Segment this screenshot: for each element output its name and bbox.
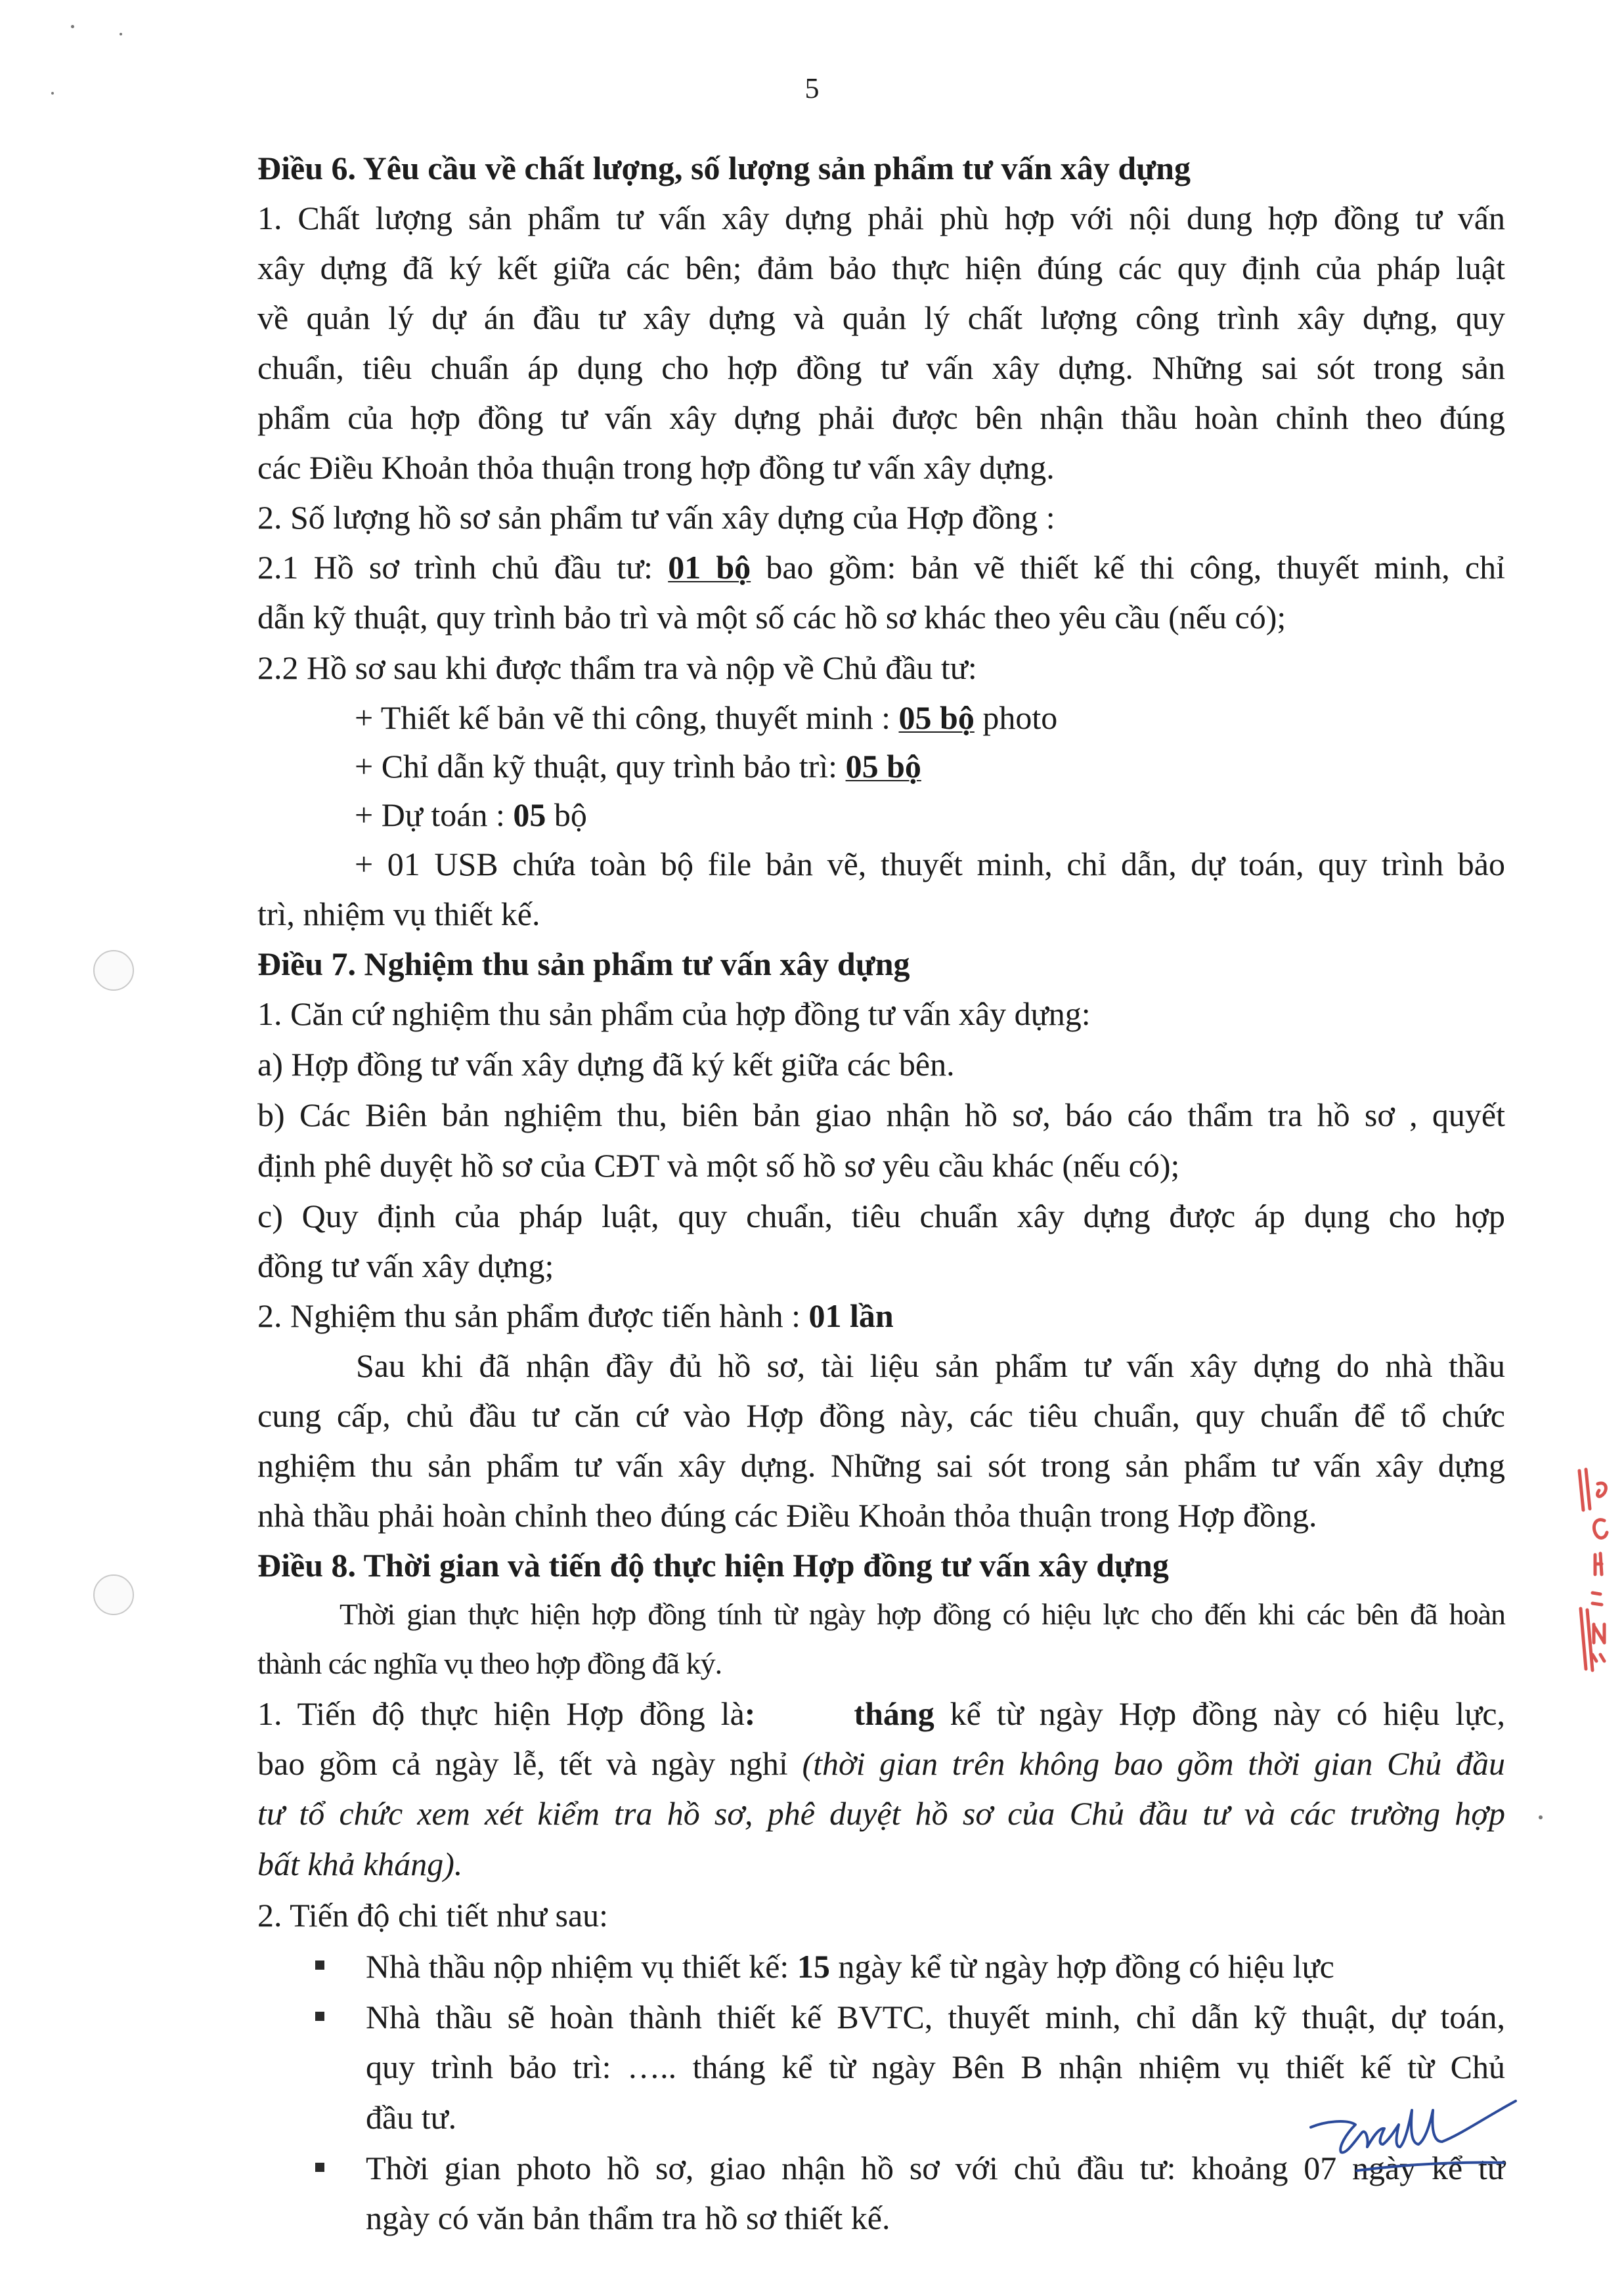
dieu7-item-a: a) Hợp đồng tư vấn xây dựng đã ký kết giữa các bên. [257, 1046, 955, 1083]
text-run: kể từ ngày Hợp đồng này có hiệu lực, [934, 1695, 1505, 1732]
bold-run: 01 bộ [668, 549, 751, 586]
italic-run: (thời gian trên không bao gồm thời gian Chủ đầu [802, 1745, 1505, 1782]
dieu7-paragraph-1: 1. Căn cứ nghiệm thu sản phẩm của hợp đồng tư vấn xây dựng: [257, 995, 1091, 1032]
dieu6-paragraph-2: 2. Số lượng hồ sơ sản phẩm tư vấn xây dựng của Hợp đồng : [257, 499, 1055, 536]
dieu6-list-item [257, 791, 1505, 839]
dieu8-paragraph-1 [257, 1689, 1505, 1739]
bullet-marker [315, 2012, 324, 2021]
text-run: bộ [546, 796, 587, 833]
text-line: thành các nghĩa vụ theo hợp đồng đã ký. [257, 1647, 722, 1680]
text-line: đầu tư. [366, 2099, 457, 2136]
text-line: nhà thầu phải hoàn chỉnh theo đúng các Điều Khoản thỏa thuận trong Hợp đồng. [257, 1497, 1317, 1534]
bold-run: 05 [513, 796, 546, 833]
text-run: ngày kể từ ngày hợp đồng có hiệu lực [829, 1948, 1334, 1985]
page-number: 5 [804, 72, 820, 104]
dieu7-item-c: c) Quy định của pháp luật, quy chuẩn, tiêu chuẩn xây dựng được áp dụng cho hợp [257, 1198, 1505, 1234]
dieu7-paragraph-3 [257, 1341, 1505, 1540]
text-line: các Điều Khoản thỏa thuận trong hợp đồng tư vấn xây dựng. [257, 449, 1055, 486]
bullet-marker [315, 2163, 324, 2172]
text-run: bao gồm: bản vẽ thiết kế thi công, thuyết minh, chỉ [751, 549, 1505, 586]
dieu8-paragraph-2: 2. Tiến độ chi tiết như sau: [257, 1897, 609, 1934]
signature-icon [1307, 2081, 1524, 2173]
text-line: chuẩn, tiêu chuẩn áp dụng cho hợp đồng tư vấn xây dựng. Những sai sót trong sản [257, 349, 1505, 386]
text-line: về quản lý dự án đầu tư xây dựng và quản lý chất lượng công trình xây dựng, quy [257, 299, 1505, 336]
bold-run: 05 bộ [845, 748, 921, 785]
stamp-fragment-icon [1566, 1464, 1619, 1674]
text-line: 1. Chất lượng sản phẩm tư vấn xây dựng phải phù hợp với nội dung hợp đồng tư vấn [257, 200, 1505, 236]
text-run: Nhà thầu nộp nhiệm vụ thiết kế: [366, 1948, 797, 1985]
text-line: nghiệm thu sản phẩm tư vấn xây dựng. Những sai sót trong sản phẩm tư vấn xây dựng [257, 1447, 1505, 1484]
bold-run: 15 [797, 1948, 830, 1985]
bullet-item [257, 1992, 1505, 2042]
content-column [257, 143, 1505, 2243]
scan-speck [71, 25, 74, 28]
text-run: + Thiết kế bản vẽ thi công, thuyết minh : [355, 699, 899, 736]
dieu6-item-2-2: 2.2 Hồ sơ sau khi được thẩm tra và nộp về Chủ đầu tư: [257, 649, 977, 686]
text-run: 1. Tiến độ thực hiện Hợp đồng là [257, 1695, 745, 1732]
text-run: 2.1 Hồ sơ trình chủ đầu tư: [257, 549, 669, 586]
bold-run: : [744, 1695, 756, 1732]
scan-speck [1539, 1815, 1543, 1819]
text-line: Sau khi đã nhận đầy đủ hồ sơ, tài liệu sản phẩm tư vấn xây dựng do nhà thầu [356, 1347, 1505, 1384]
text-line: định phê duyệt hồ sơ của CĐT và một số hồ sơ yêu cầu khác (nếu có); [257, 1147, 1180, 1184]
dieu7-paragraph-2 [257, 1291, 1505, 1341]
text-line: trì, nhiệm vụ thiết kế. [257, 896, 540, 932]
italic-run: tư tổ chức xem xét kiểm tra hồ sơ, phê duyệt hồ sơ của Chủ đầu tư và các trường hợp [257, 1795, 1505, 1832]
text-line [257, 1838, 1505, 1890]
bold-run: tháng [854, 1695, 934, 1732]
text-line [257, 1739, 1505, 1788]
text-line: phẩm của hợp đồng tư vấn xây dựng phải được bên nhận thầu hoàn chỉnh theo đúng [257, 399, 1505, 436]
scan-speck [120, 33, 122, 35]
italic-run: bất khả kháng). [257, 1846, 463, 1882]
bold-run: 05 bộ [898, 699, 975, 736]
punch-hole [93, 950, 134, 991]
text-line: đồng tư vấn xây dựng; [257, 1247, 554, 1284]
bullet-item [257, 1941, 1505, 1992]
text-line: dẫn kỹ thuật, quy trình bảo trì và một số các hồ sơ khác theo yêu cầu (nếu có); [257, 599, 1286, 636]
dieu7-item-b: b) Các Biên bản nghiệm thu, biên bản giao nhận hồ sơ, báo cáo thẩm tra hồ sơ , quyết [257, 1096, 1505, 1133]
text-run: Thời gian photo hồ sơ, giao nhận hồ sơ với chủ đầu tư: khoảng 07 ngày kể từ [366, 2150, 1505, 2186]
dieu6-item-2-1 [257, 542, 1505, 592]
text-run: bao gồm cả ngày lễ, tết và ngày nghỉ [257, 1745, 802, 1782]
dieu8-heading: Điều 8. Thời gian và tiến độ thực hiện Hợp đồng tư vấn xây dựng [257, 1547, 1169, 1584]
dieu6-list-item: + 01 USB chứa toàn bộ file bản vẽ, thuyết minh, chỉ dẫn, dự toán, quy trình bảo [355, 846, 1505, 882]
bullet-marker [315, 1960, 324, 1970]
punch-hole [93, 1574, 134, 1615]
text-line: xây dựng đã ký kết giữa các bên; đảm bảo thực hiện đúng các quy định của pháp luật [257, 249, 1505, 286]
dieu6-list-item [257, 742, 1505, 791]
text-run: + Dự toán : [355, 796, 514, 833]
text-run: Nhà thầu sẽ hoàn thành thiết kế BVTC, thuyết minh, chỉ dẫn kỹ thuật, dự toán, [366, 1999, 1505, 2035]
scan-speck [51, 92, 54, 95]
text-line: ngày có văn bản thẩm tra hồ sơ thiết kế. [366, 2199, 890, 2236]
text-run: photo [974, 699, 1058, 736]
dieu6-heading: Điều 6. Yêu cầu về chất lượng, số lượng sản phẩm tư vấn xây dựng [257, 150, 1191, 186]
text-line: quy trình bảo trì: ….. tháng kể từ ngày Bên B nhận nhiệm vụ thiết kế từ Chủ [366, 2048, 1505, 2085]
dieu6-paragraph-1 [257, 193, 1505, 492]
dieu8-intro: Thời gian thực hiện hợp đồng tính từ ngày hợp đồng có hiệu lực cho đến khi các bên đã hoàn [340, 1597, 1505, 1631]
text-line: cung cấp, chủ đầu tư căn cứ vào Hợp đồng này, các tiêu chuẩn, quy chuẩn để tổ chức [257, 1397, 1505, 1434]
dieu6-list-item [257, 693, 1505, 742]
text-line [257, 1788, 1505, 1838]
text-run: + Chỉ dẫn kỹ thuật, quy trình bảo trì: [355, 748, 846, 785]
text-run: 2. Nghiệm thu sản phẩm được tiến hành : [257, 1297, 809, 1334]
dieu7-heading: Điều 7. Nghiệm thu sản phẩm tư vấn xây dựng [257, 945, 910, 982]
bold-run: 01 lần [808, 1297, 894, 1334]
